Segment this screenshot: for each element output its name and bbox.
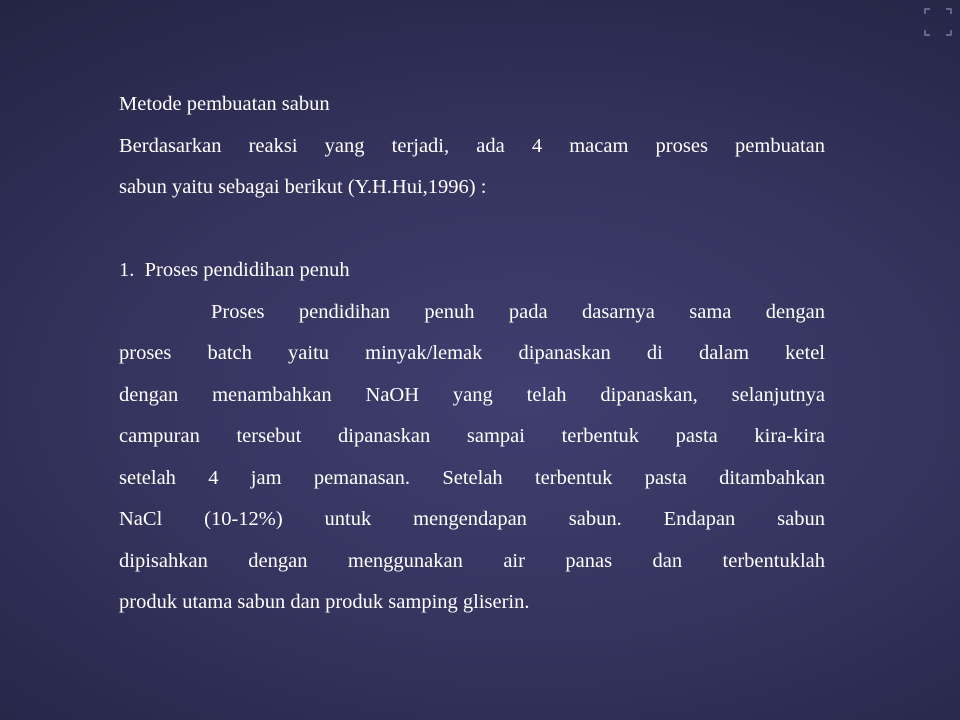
paragraph-line-1: [119, 292, 825, 334]
paragraph-line-6: NaCl (10-12%) untuk mengendapan sabun. Endapan sabun: [119, 508, 825, 530]
paragraph-line-7: dipisahkan dengan menggunakan air panas dan terbentuklah: [119, 549, 825, 572]
slide-heading: Metode pembuatan sabun: [119, 93, 330, 115]
list-item-title: Proses pendidihan penuh: [144, 259, 350, 281]
corner-bracket-icon: [924, 8, 952, 36]
intro-line-1: Berdasarkan reaksi yang terjadi, ada 4 macam proses pembuatan: [119, 134, 825, 157]
paragraph-line-5: setelah 4 jam pemanasan. Setelah terbentuk pasta ditambahkan: [119, 466, 825, 489]
list-item-number: 1.: [119, 259, 135, 281]
intro-line-2: sabun yaitu sebagai berikut (Y.H.Hui,1996) :: [119, 176, 487, 198]
list-item-heading: [119, 250, 825, 292]
blank-line: [119, 209, 825, 251]
paragraph-line-4: campuran tersebut dipanaskan sampai terbentuk pasta kira-kira: [119, 425, 825, 447]
paragraph-line-2: proses batch yaitu minyak/lemak dipanaskan di dalam ketel: [119, 342, 825, 364]
paragraph-line-3: dengan menambahkan NaOH yang telah dipanaskan, selanjutnya: [119, 383, 825, 406]
slide-content: [119, 84, 825, 624]
paragraph-line-1-text: Proses pendidihan penuh pada dasarnya sama dengan: [211, 300, 825, 323]
paragraph-indent: [119, 292, 211, 334]
paragraph-line-8: produk utama sabun dan produk samping gliserin.: [119, 591, 530, 613]
